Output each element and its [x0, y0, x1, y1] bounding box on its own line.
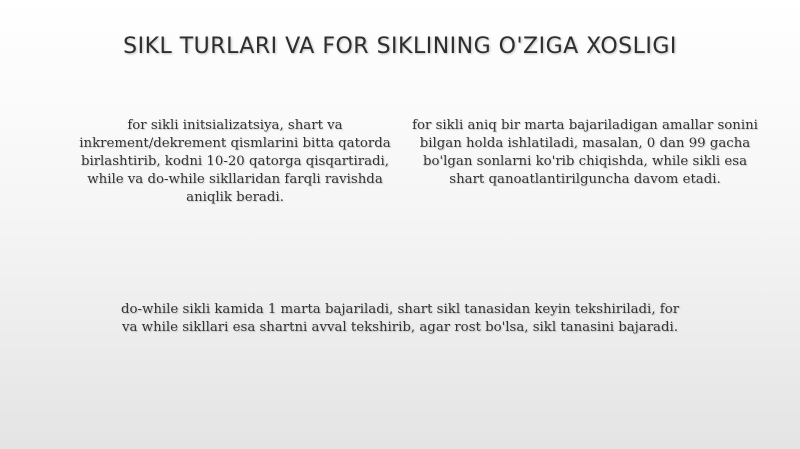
- slide-title: SIKL TURLARI VA FOR SIKLINING O'ZIGA XOSLIGI: [123, 34, 677, 59]
- left-paragraph: for sikli initsializatsiya, shart va inkrement/dekrement qismlarini bitta qatorda birlashtirib, kodni 10-20 qatorga qisqartiradi, while va do-while sikllaridan farqli ravishda aniqlik beradi.: [79, 118, 391, 205]
- right-paragraph: for sikli aniq bir marta bajariladigan amallar sonini bilgan holda ishlatiladi, masalan, 0 dan 99 gacha bo'lgan sonlarni ko'rib chiqishda, while sikli esa shart qanoatlantirilguncha davom etadi.: [412, 118, 758, 187]
- bottom-paragraph: do-while sikli kamida 1 marta bajariladi, shart sikl tanasidan keyin tekshiriladi, for va while sikllari esa shartni avval tekshirib, agar rost bo'lsa, sikl tanasini bajaradi.: [120, 302, 680, 335]
